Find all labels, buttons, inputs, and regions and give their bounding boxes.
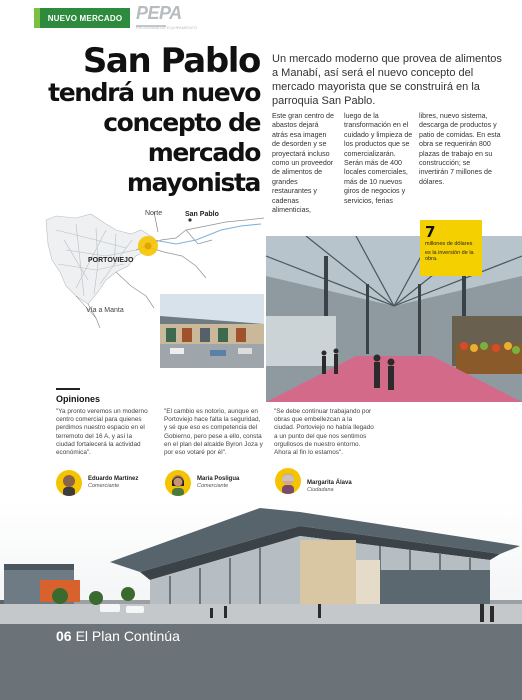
produce-stalls	[456, 342, 522, 374]
body-column-1: Este gran centro de abastos dejará atrás esa imagen de desorden y se proyectará incluso como un proveedor de alimentos de grandes restaurantes y cadenas alimenticias,	[272, 112, 334, 215]
headline-line-1: San Pablo	[82, 41, 260, 81]
opinions-title: Opiniones	[56, 394, 101, 404]
opinion-quote-1: "Ya pronto veremos un moderno centro comercial para quienes perdimos nuestro espacio en el terremoto del 16 A, y así la ciudad fortalecerá la actividad económica".	[56, 408, 148, 457]
logo-text: PEPA	[136, 3, 182, 23]
headline-line-3: concepto de	[103, 108, 260, 137]
person-role: Comerciante	[88, 483, 120, 489]
opinion-quote-2: "El cambio es notorio, aunque en Portoviejo hace falta la seguridad, y sé que eso es competencia del Gobierno, pero pese a ello, consta en el plan del alcalde Byron Joza y por eso votaré por él".	[164, 408, 263, 457]
person-name: María Posligua	[197, 476, 240, 482]
section-tag: NUEVO MERCADO	[40, 8, 130, 28]
avatar-maria-posligua	[165, 470, 191, 496]
map-label-north: Norte	[145, 210, 163, 217]
headline-line-2: tendrá un nuevo	[48, 78, 260, 107]
headline-line-5: mayonista	[126, 168, 260, 197]
person-role: Ciudadana	[307, 487, 334, 493]
person-name: Eduardo Martínez	[88, 476, 139, 482]
stat-unit: millones de dólares	[425, 241, 473, 247]
opinion-person-1	[88, 476, 148, 490]
headline-line-4: mercado	[147, 138, 260, 167]
investment-stat-box	[420, 220, 482, 276]
opinion-person-3	[307, 480, 367, 494]
market-exterior-photo	[160, 294, 264, 368]
market-interior-photo	[266, 236, 522, 402]
map-label-manta: Vía a Manta	[86, 307, 124, 314]
market-render-image	[0, 500, 522, 700]
opinions-rule	[56, 388, 80, 390]
lead-paragraph: Un mercado moderno que provea de alimentos a Manabí, así será el nuevo concepto del mercado mayorista que se construirá en la parroquia San Pablo.	[272, 53, 502, 107]
body-column-3: libres, nuevo sistema, descarga de productos y patio de comidas. En esta obra se requerirán 800 plazas de trabajo en su construcción; se invertirán 7 millones de dólares.	[419, 112, 501, 186]
pepa-logo	[136, 3, 206, 31]
person-name: Margarita Álava	[307, 480, 352, 486]
map-label-san-pablo: San Pablo	[185, 211, 219, 218]
section-name: El Plan Continúa	[75, 628, 180, 644]
page-number: 06	[56, 628, 72, 644]
footer-title	[56, 628, 180, 644]
map-sanpablo-dot	[188, 218, 191, 221]
stat-value: 7	[425, 223, 436, 241]
body-column-2: luego de la transformación en el cuidado y limpieza de los productos que se comercializarán. Serán más de 400 locales comerciales, más de 10 nuevos giros de negocios y servicios, ferias	[344, 112, 413, 205]
opinion-quote-3: "Se debe continuar trabajando por obras que embellezcan a la ciudad. Portoviejo no había llegado a un punto del que nos sentimos orgullosos de nuestro entorno. Ahora al fin lo estamos".	[274, 408, 374, 457]
opinion-person-2	[197, 476, 257, 490]
map-label-portoviejo: PORTOVIEJO	[88, 257, 134, 264]
avatar-margarita-alava	[275, 468, 301, 494]
stat-description: es la inversión de la obra.	[425, 249, 474, 262]
avatar-eduardo-martinez	[56, 470, 82, 496]
person-role: Comerciante	[197, 483, 229, 489]
headline	[20, 41, 260, 198]
logo-subtext: PROGRAMA DE EQUIPAMIENTO	[136, 25, 198, 30]
